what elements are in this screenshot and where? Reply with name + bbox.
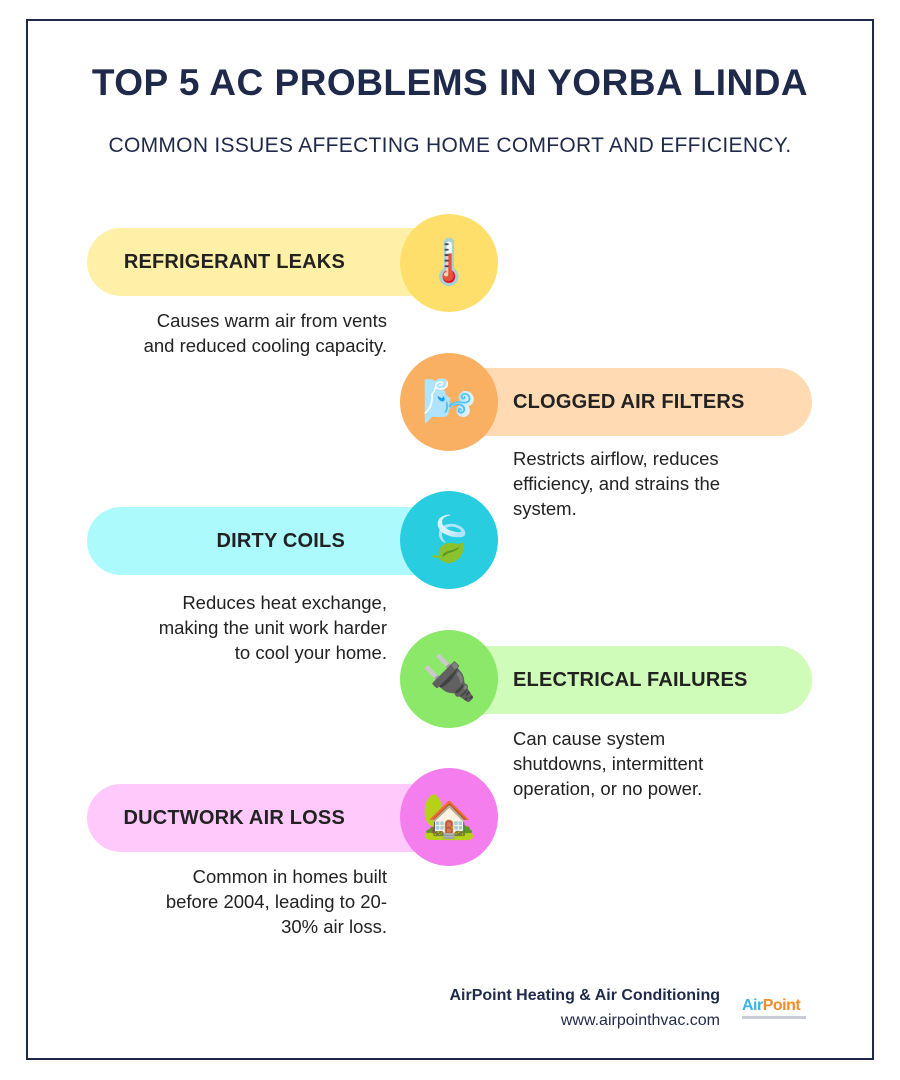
description-line: operation, or no power. [513,778,703,799]
wind-face-icon [400,353,498,451]
description-line: efficiency, and strains the [513,473,721,494]
problem-title: CLOGGED AIR FILTERS [513,390,745,413]
problem-description [87,864,387,939]
description-line: system. [513,498,577,519]
leaves-glyph: 🍃 [421,515,477,564]
airpoint-logo [742,998,808,1022]
leaves-icon [400,491,498,589]
house-glyph: 🏡 [421,792,477,841]
problem-description [513,726,773,801]
problem-title: REFRIGERANT LEAKS [123,250,345,273]
problem-title: DIRTY COILS [216,529,345,552]
description-line: Can cause system [513,728,666,749]
problem-title: ELECTRICAL FAILURES [513,668,748,691]
logo-air-text: Air [742,997,763,1014]
description-line: Causes warm air from vents [156,310,387,331]
thermometer-icon [400,214,498,312]
description-line: before 2004, leading to 20- [165,891,387,912]
problem-description [87,590,387,665]
electric-plug-glyph: 🔌 [421,654,477,703]
problem-title: DUCTWORK AIR LOSS [123,806,345,829]
company-website-link[interactable]: www.airpointhvac.com [560,1012,720,1029]
description-line: Restricts airflow, reduces [513,448,719,469]
description-line: Common in homes built [192,866,387,887]
description-line: making the unit work harder [158,617,387,638]
problem-description [513,446,773,521]
description-line: 30% air loss. [281,916,387,937]
page-subtitle: COMMON ISSUES AFFECTING HOME COMFORT AND EFFICIENCY. [108,134,792,157]
wind-face-glyph: 🌬️ [421,377,477,426]
logo-tagline-bar [742,1016,806,1019]
logo-point-text: Point [762,997,801,1014]
thermometer-glyph: 🌡️ [421,238,477,287]
house-with-garden-icon [400,768,498,866]
electric-plug-icon [400,630,498,728]
description-line: shutdowns, intermittent [513,753,704,774]
description-line: Reduces heat exchange, [182,592,387,613]
problem-description [87,308,387,358]
company-name: AirPoint Heating & Air Conditioning [449,987,720,1004]
description-line: to cool your home. [234,642,387,663]
page-title: TOP 5 AC PROBLEMS IN YORBA LINDA [91,62,809,103]
description-line: and reduced cooling capacity. [143,335,387,356]
